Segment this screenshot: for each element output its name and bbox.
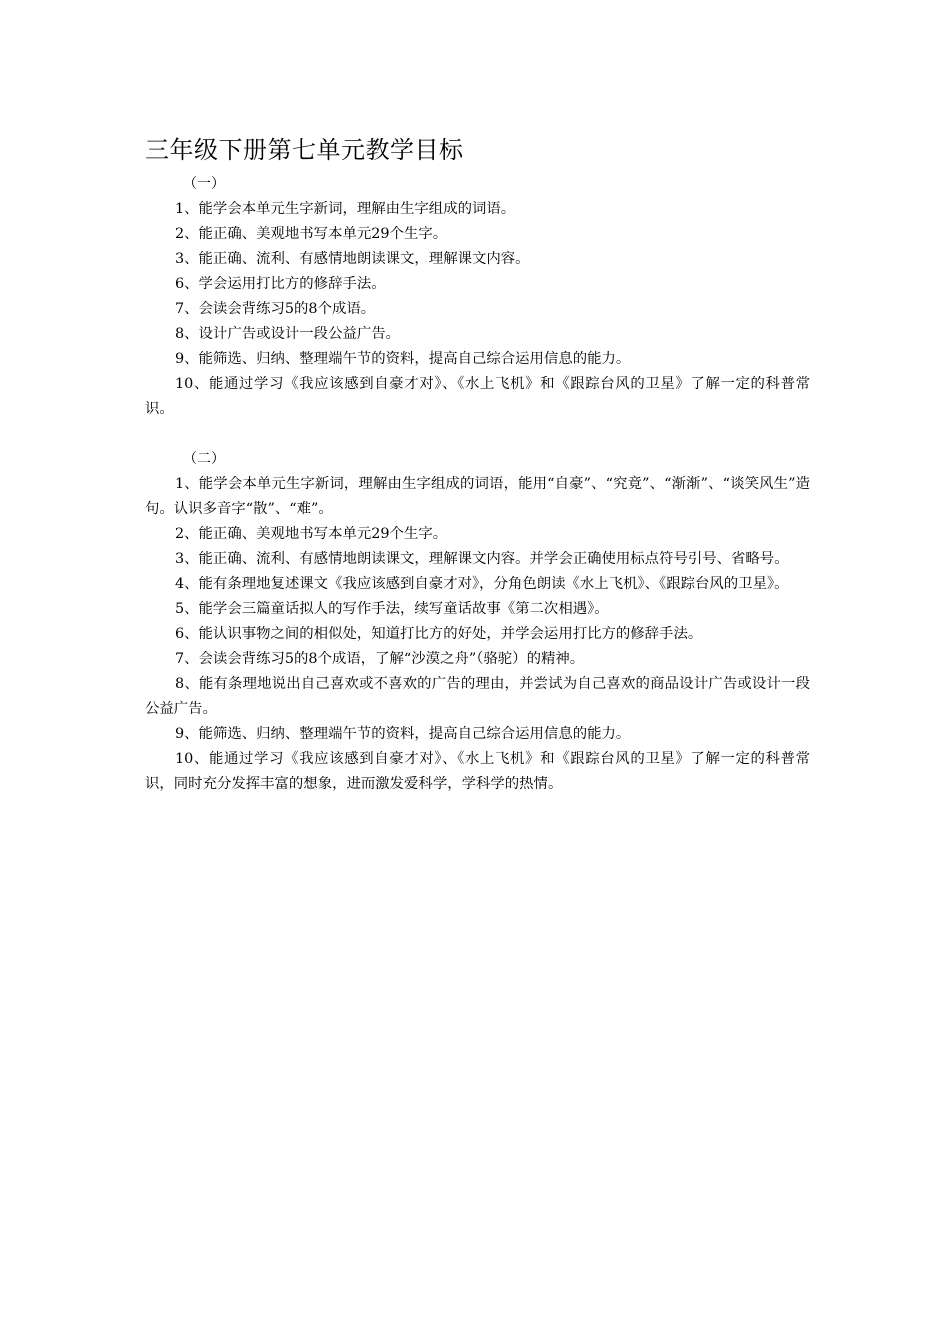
section-one	[145, 172, 810, 422]
objective-item: 9、能筛选、归纳、整理端午节的资料，提高自己综合运用信息的能力。	[175, 351, 631, 367]
objective-item: 8、设计广告或设计一段公益广告。	[175, 326, 401, 342]
document-title: 三年级下册第七单元教学目标	[145, 136, 464, 164]
objective-item: 7、会读会背练习5的8个成语。	[175, 301, 376, 317]
objective-item: 3、能正确、流利、有感情地朗读课文，理解课文内容。	[175, 251, 530, 267]
objective-item: 2、能正确、美观地书写本单元29个生字。	[175, 226, 448, 242]
objective-item: 10、能通过学习《我应该感到自豪才对》、《水上飞机》和《跟踪台风的卫星》了解一定的科普常识。	[145, 376, 810, 417]
objective-item: 6、学会运用打比方的修辞手法。	[175, 276, 386, 292]
objective-item: 5、能学会三篇童话拟人的写作手法，续写童话故事《第二次相遇》。	[175, 601, 609, 617]
objective-item: 7、会读会背练习5的8个成语，了解“沙漠之舟”（骆驼）的精神。	[175, 651, 585, 667]
objective-item: 1、能学会本单元生字新词，理解由生字组成的词语。	[175, 201, 516, 217]
section-spacer	[145, 422, 810, 447]
objective-item: 4、能有条理地复述课文《我应该感到自豪才对》，分角色朗读《水上飞机》、《跟踪台风的卫星》。	[175, 576, 789, 592]
objective-item: 3、能正确、流利、有感情地朗读课文，理解课文内容。并学会正确使用标点符号引号、省略号。	[175, 551, 789, 567]
section-one-heading: （一）	[183, 176, 225, 192]
objective-item: 9、能筛选、归纳、整理端午节的资料，提高自己综合运用信息的能力。	[175, 726, 631, 742]
objective-item: 10、能通过学习《我应该感到自豪才对》、《水上飞机》和《跟踪台风的卫星》了解一定的科普常识，同时充分发挥丰富的想象，进而激发爱科学，学科学的热情。	[145, 751, 810, 792]
document-page	[145, 130, 810, 797]
section-two	[145, 447, 810, 797]
objective-item: 2、能正确、美观地书写本单元29个生字。	[175, 526, 448, 542]
objective-item: 6、能认识事物之间的相似处，知道打比方的好处，并学会运用打比方的修辞手法。	[175, 626, 703, 642]
objective-item: 1、能学会本单元生字新词，理解由生字组成的词语，能用“自豪”、“究竟”、“渐渐”、“谈笑风生”造句。认识多音字“散”、“难”。	[145, 476, 810, 517]
section-two-heading: （二）	[183, 451, 225, 467]
objective-item: 8、能有条理地说出自己喜欢或不喜欢的广告的理由，并尝试为自己喜欢的商品设计广告或设计一段公益广告。	[145, 676, 810, 717]
